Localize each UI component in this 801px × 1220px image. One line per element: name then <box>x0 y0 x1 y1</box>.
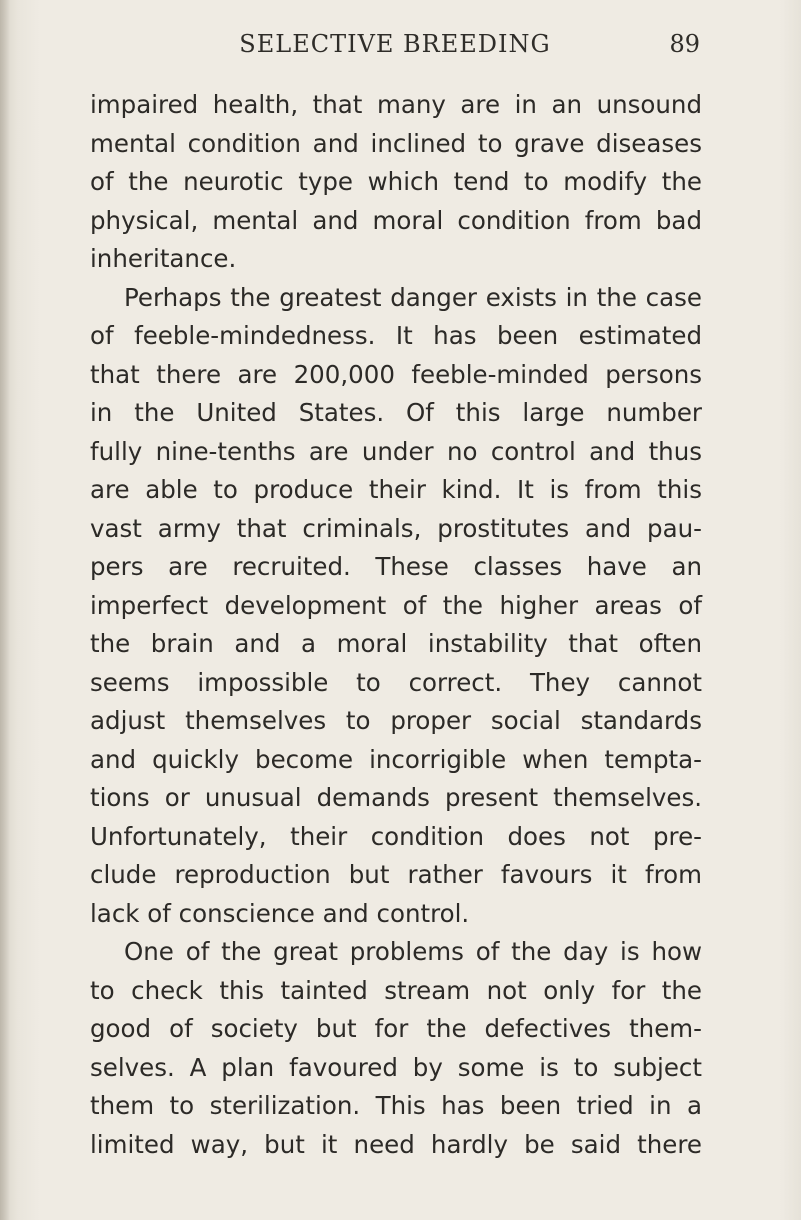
text-line: tions or unusual demands present themselves. <box>90 783 702 812</box>
text-line: good of society but for the defectives them- <box>90 1014 702 1043</box>
page-number: 89 <box>669 30 700 58</box>
text-line: to check this tainted stream not only for the <box>90 975 702 1005</box>
text-line: that there are 200,000 feeble-minded persons <box>90 359 702 389</box>
text-line: clude reproduction but rather favours it from <box>90 860 702 889</box>
body-text <box>90 86 702 1164</box>
text-line: One of the great problems of the day is how <box>124 937 702 966</box>
text-line: seems impossible to correct. They cannot <box>90 667 702 697</box>
text-line: physical, mental and moral condition from bad <box>90 205 702 235</box>
text-line: fully nine-tenths are under no control and thus <box>90 436 702 466</box>
text-line: inheritance. <box>90 244 237 273</box>
running-title: SELECTIVE BREEDING <box>239 30 551 58</box>
text-line: lack of conscience and control. <box>90 898 470 928</box>
text-line: impaired health, that many are in an unsound <box>90 90 702 119</box>
text-line: vast army that criminals, prostitutes and pau- <box>90 513 702 543</box>
text-line: and quickly become incorrigible when tempta- <box>90 744 702 774</box>
text-line: of the neurotic type which tend to modify the <box>90 167 702 196</box>
running-head <box>90 30 700 66</box>
text-line: of feeble-mindedness. It has been estimated <box>90 321 702 350</box>
text-line: the brain and a moral instability that often <box>90 629 702 658</box>
paragraph <box>90 933 702 1164</box>
text-line: limited way, but it need hardly be said there <box>90 1129 702 1159</box>
text-line: adjust themselves to proper social standards <box>90 706 702 735</box>
text-line: mental condition and inclined to grave diseases <box>90 128 702 158</box>
text-line: imperfect development of the higher areas of <box>90 590 702 620</box>
text-line: Perhaps the greatest danger exists in the case <box>124 282 702 312</box>
paragraph <box>90 86 702 279</box>
text-line: Unfortunately, their condition does not pre- <box>90 821 702 851</box>
text-line: selves. A plan favoured by some is to subject <box>90 1052 702 1082</box>
text-line: pers are recruited. These classes have an <box>90 552 702 581</box>
paragraph <box>90 279 702 934</box>
gutter-shadow <box>0 0 10 1220</box>
text-line: in the United States. Of this large number <box>90 398 702 427</box>
text-line: are able to produce their kind. It is from this <box>90 475 702 504</box>
text-line: them to sterilization. This has been tried in a <box>90 1091 702 1120</box>
